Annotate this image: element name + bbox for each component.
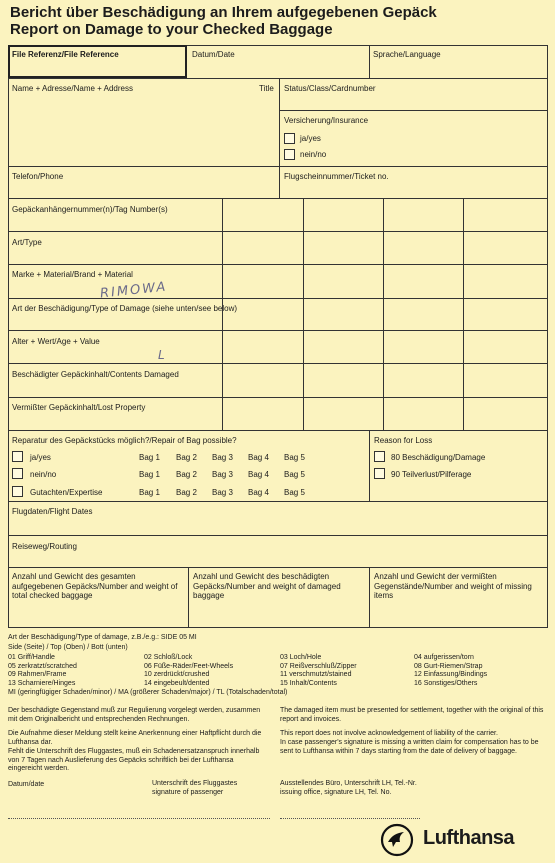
file-reference-label: File Referenz/File Reference bbox=[12, 50, 119, 59]
bag-label-row2-4: Bag 4 bbox=[248, 470, 269, 479]
damage-code-item: 06 Füße-Räder/Feet-Wheels bbox=[144, 662, 234, 670]
status-label: Status/Class/Cardnumber bbox=[284, 84, 376, 93]
bag-label-row2-3: Bag 3 bbox=[212, 470, 233, 479]
damage-code-item: 15 Inhalt/Contents bbox=[280, 679, 337, 687]
damage-code-item: 02 Schloß/Lock bbox=[144, 654, 193, 661]
office-signature-label: Ausstellendes Büro, Unterschrift LH, Tel.-Nr. issuing office, signature LH, Tel. No. bbox=[280, 780, 417, 796]
damage-code-item: 11 verschmutzt/stained bbox=[280, 671, 352, 678]
repair-question-label: Reparatur des Gepäckstücks möglich?/Repair of Bag possible? bbox=[12, 436, 237, 445]
insurance-no-checkbox[interactable] bbox=[284, 149, 295, 160]
damage-code-item: 04 aufgerissen/torn bbox=[414, 654, 474, 661]
insurance-yes-label: ja/yes bbox=[300, 134, 321, 143]
brand-label: Marke + Material/Brand + Material bbox=[12, 270, 133, 279]
bag-label-row2-1: Bag 1 bbox=[139, 470, 160, 479]
note-german-3: Fehlt die Unterschrift des Fluggastes, muß ein Schadenersatzanspruch innerhalb von 7 Tagen nach Auslieferung des Gepäcks schriftlich bei der Lufthansa eingereicht werden. bbox=[8, 748, 260, 772]
bag-label-row1-3: Bag 3 bbox=[212, 453, 233, 462]
passenger-signature-label: Unterschrift des Fluggastes signature of passenger bbox=[152, 780, 238, 796]
routing-label: Reiseweg/Routing bbox=[12, 542, 77, 551]
language-label: Sprache/Language bbox=[373, 50, 441, 59]
damage-code-item: 14 eingebeult/dented bbox=[144, 679, 210, 687]
date-label: Datum/Date bbox=[192, 50, 235, 59]
bag-label-row1-4: Bag 4 bbox=[248, 453, 269, 462]
reason-for-loss-label: Reason for Loss bbox=[374, 436, 433, 445]
bag-label-row3-5: Bag 5 bbox=[284, 488, 305, 497]
ticket-label: Flugscheinnummer/Ticket no. bbox=[284, 172, 389, 181]
damage-code-item: 16 Sonstiges/Others bbox=[414, 679, 478, 687]
damage-code-item: 10 zerdrückt/crushed bbox=[144, 671, 210, 678]
missing-contents-label: Vermißter Gepäckinhalt/Lost Property bbox=[12, 403, 146, 412]
title-field-label: Title bbox=[259, 84, 274, 93]
handwritten-brand: RIMOWA bbox=[99, 279, 169, 302]
damage-code-item: 03 Loch/Hole bbox=[280, 654, 322, 661]
note-german-2: Die Aufnahme dieser Meldung stellt keine Anerkennung einer Haftpflicht durch die Lufthansa dar. bbox=[8, 730, 262, 746]
title-english: Report on Damage to your Checked Baggage bbox=[10, 21, 333, 38]
repair-yes-checkbox[interactable] bbox=[12, 451, 23, 462]
name-address-label: Name + Adresse/Name + Address bbox=[12, 84, 133, 93]
bag-label-row3-1: Bag 1 bbox=[139, 488, 160, 497]
bag-label-row3-4: Bag 4 bbox=[248, 488, 269, 497]
damage-code-item: 13 Scharniere/Hinges bbox=[8, 679, 76, 687]
insurance-no-label: nein/no bbox=[300, 150, 327, 159]
damage-code-item: 09 Rahmen/Frame bbox=[8, 671, 67, 678]
office-signature-line bbox=[280, 818, 420, 819]
damaged-contents-label: Beschädigter Gepäckinhalt/Contents Damaged bbox=[12, 370, 179, 379]
reason-80-checkbox[interactable] bbox=[374, 451, 385, 462]
footer-date-label: Datum/date bbox=[8, 781, 45, 788]
total-checked-label: Anzahl und Gewicht des gesamten aufgegebenen Gepäcks/Number and weight of total checked baggage bbox=[12, 572, 178, 600]
note-english-2: This report does not involve acknowledgement of liability of the carrier. bbox=[280, 730, 498, 737]
flight-data-label: Flugdaten/Flight Dates bbox=[12, 507, 93, 516]
damage-sides: Side (Seite) / Top (Oben) / Bott (unten) bbox=[8, 644, 128, 651]
repair-no-label: nein/no bbox=[30, 470, 57, 479]
damage-type-label: Art der Beschädigung/Type of Damage (siehe unten/see below) bbox=[12, 304, 238, 313]
title-german: Bericht über Beschädigung an Ihrem aufgegebenen Gepäck bbox=[10, 4, 437, 21]
expertise-checkbox[interactable] bbox=[12, 486, 23, 497]
bag-label-row3-2: Bag 2 bbox=[176, 488, 197, 497]
missing-count-label: Anzahl und Gewicht der vermißten Gegenstände/Number and weight of missing items bbox=[374, 572, 532, 600]
note-english-1: The damaged item must be presented for settlement, together with the original of this report and invoices. bbox=[280, 707, 544, 723]
tag-number-label: Gepäckanhängernummer(n)/Tag Number(s) bbox=[12, 205, 168, 214]
damage-code-item: 12 Einfassung/Bindings bbox=[414, 671, 488, 678]
signature-line bbox=[8, 818, 270, 819]
reason-90-checkbox[interactable] bbox=[374, 468, 385, 479]
damaged-count-label: Anzahl und Gewicht des beschädigten Gepäcks/Number and weight of damaged baggage bbox=[193, 572, 341, 600]
bag-label-row1-5: Bag 5 bbox=[284, 453, 305, 462]
bag-label-row1-2: Bag 2 bbox=[176, 453, 197, 462]
phone-label: Telefon/Phone bbox=[12, 172, 64, 181]
bag-label-row2-2: Bag 2 bbox=[176, 470, 197, 479]
damage-code-item: 05 zerkratzt/scratched bbox=[8, 662, 77, 670]
insurance-yes-checkbox[interactable] bbox=[284, 133, 295, 144]
repair-yes-label: ja/yes bbox=[30, 453, 51, 462]
note-english-3: In case passenger's signature is missing a written claim for compensation has to be sent to Lufthansa within 7 days starting from the date of delivery of baggage. bbox=[280, 739, 539, 755]
damage-codes-heading: Art der Beschädigung/Type of damage, z.B./e.g.: SIDE 05 MI bbox=[8, 634, 197, 641]
bag-label-row3-3: Bag 3 bbox=[212, 488, 233, 497]
bag-label-row1-1: Bag 1 bbox=[139, 453, 160, 462]
damage-code-item: 07 Reißverschluß/Zipper bbox=[280, 662, 357, 670]
reason-90-label: 90 Teilverlust/Pilferage bbox=[391, 470, 472, 479]
repair-no-checkbox[interactable] bbox=[12, 468, 23, 479]
damage-code-item: 08 Gurt-Riemen/Strap bbox=[414, 662, 483, 670]
note-german-1: Der beschädigte Gegenstand muß zur Regulierung vorgelegt werden, zusammen mit dem Originalbericht und entsprechenden Rechnungen. bbox=[8, 707, 261, 723]
type-label: Art/Type bbox=[12, 238, 42, 247]
damage-code-item: 01 Griff/Handle bbox=[8, 654, 55, 661]
lufthansa-logo-text: Lufthansa bbox=[423, 827, 515, 849]
handwritten-mark: L bbox=[158, 348, 165, 362]
bag-label-row2-5: Bag 5 bbox=[284, 470, 305, 479]
expertise-label: Gutachten/Expertise bbox=[30, 488, 103, 497]
lufthansa-crane-icon bbox=[380, 823, 414, 857]
reason-80-label: 80 Beschädigung/Damage bbox=[391, 453, 486, 462]
severity-legend: MI (geringfügiger Schaden/minor) / MA (größerer Schaden/major) / TL (Totalschaden/total) bbox=[8, 689, 288, 696]
age-value-label: Alter + Wert/Age + Value bbox=[12, 337, 100, 346]
insurance-label: Versicherung/Insurance bbox=[284, 116, 369, 125]
